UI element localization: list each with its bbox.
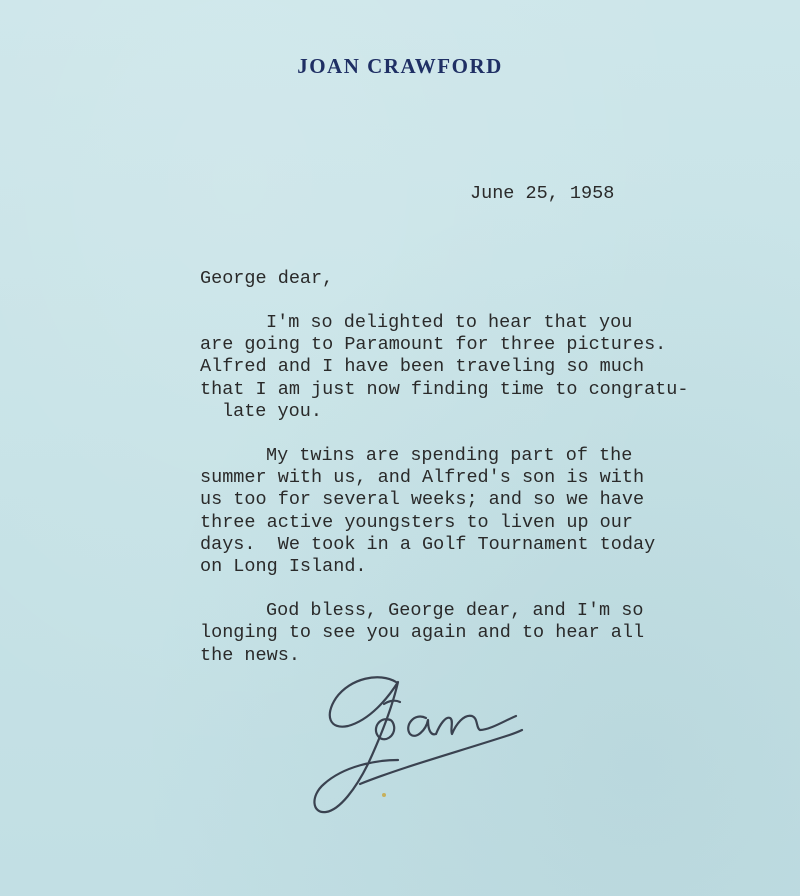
text-line: the news. xyxy=(200,644,300,666)
handwritten-signature xyxy=(300,668,540,828)
paragraph-2 xyxy=(200,445,700,578)
text-line: that I am just now finding time to congratu- xyxy=(200,378,689,400)
text-line: My twins are spending part of the xyxy=(266,445,633,467)
paragraph-1 xyxy=(200,312,700,423)
letter-body xyxy=(200,312,700,689)
paragraph-3 xyxy=(200,600,700,667)
text-line: God bless, George dear, and I'm so xyxy=(266,600,644,622)
text-line: are going to Paramount for three pictures. xyxy=(200,334,667,356)
text-line: Alfred and I have been traveling so much xyxy=(200,356,645,378)
letter-date: June 25, 1958 xyxy=(470,183,615,204)
text-line: late you. xyxy=(222,400,322,422)
text-line: summer with us, and Alfred's son is with xyxy=(200,467,645,489)
text-line: days. We took in a Golf Tournament today xyxy=(200,533,656,555)
salutation: George dear, xyxy=(200,268,334,289)
letterhead: JOAN CRAWFORD xyxy=(297,54,503,78)
text-line: us too for several weeks; and so we have xyxy=(200,489,645,511)
text-line: I'm so delighted to hear that you xyxy=(266,312,633,333)
paper-speck xyxy=(382,793,386,797)
text-line: three active youngsters to liven up our xyxy=(200,511,633,533)
text-line: on Long Island. xyxy=(200,556,367,578)
text-line: longing to see you again and to hear all xyxy=(200,622,645,644)
